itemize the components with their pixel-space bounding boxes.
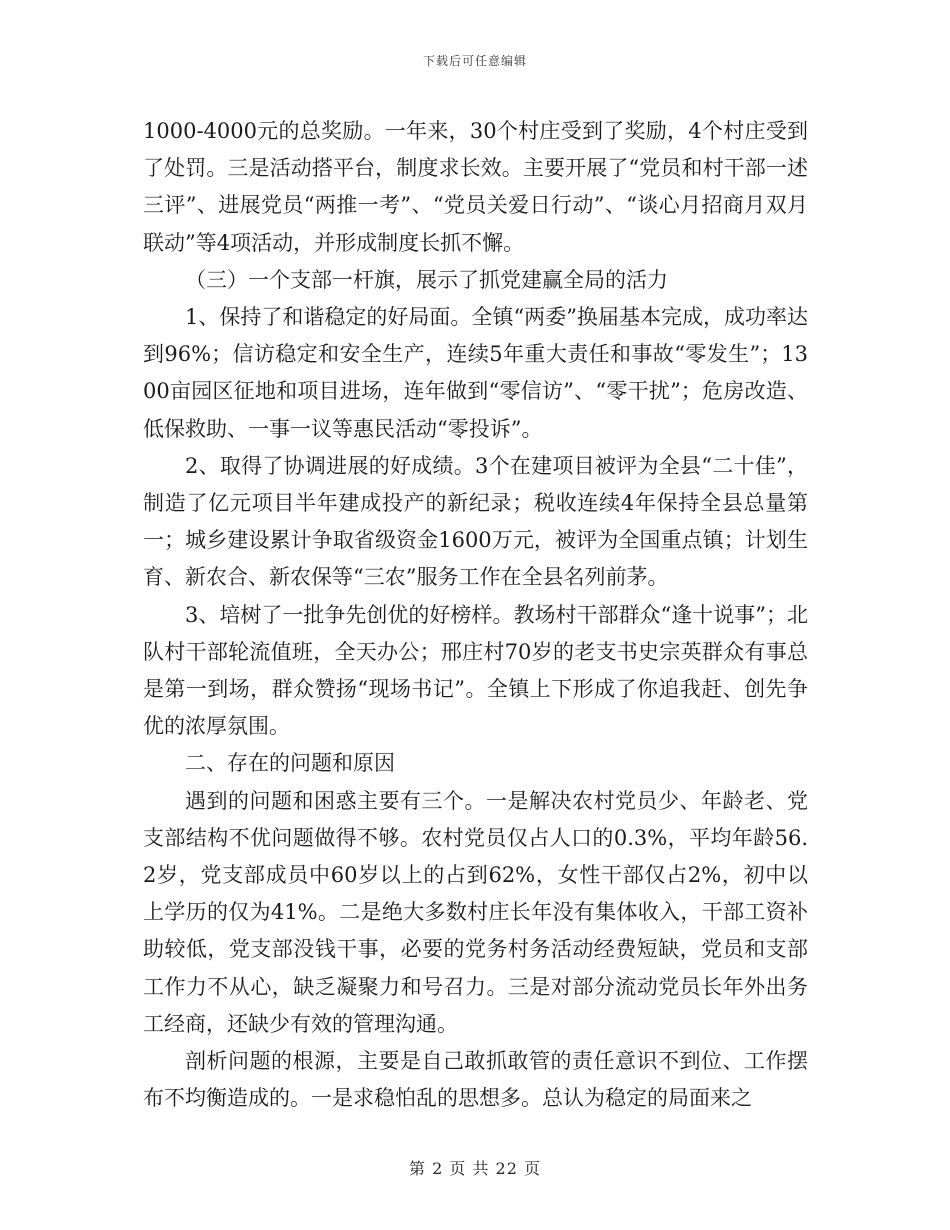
- section-heading-3: （三）一个支部一杆旗，展示了抓党建赢全局的活力: [185, 267, 668, 292]
- section-heading-problems: 二、存在的问题和原因: [185, 751, 395, 776]
- paragraph-item-2: 2、取得了协调进展的好成绩。3个在建项目被评为全县“二十佳”，制造了亿元项目半年建成投产的新纪录；税收连续4年保持全县总量第一；城乡建设累计争取省级资金1600万元，被评为全国重点镇；计划生育、新农合、新农保等“三农”服务工作在全县名列前茅。: [143, 453, 808, 590]
- page-footer: 第 2 页 共 22 页: [409, 1159, 541, 1178]
- paragraph-problems: 遇到的问题和困惑主要有三个。一是解决农村党员少、年龄老、党支部结构不优问题做得不够。农村党员仅占人口的0.3%，平均年龄56.2岁，党支部成员中60岁以上的占到62%，女性干部仅占2%，初中以上学历的仅为41%。二是绝大多数村庄长年没有集体收入，干部工资补助较低，党支部没钱干事，必要的党务村务活动经费短缺，党员和支部工作力不从心，缺乏凝聚力和号召力。三是对部分流动党员长年外出务工经商，还缺少有效的管理沟通。: [143, 788, 808, 1036]
- paragraph-continuation: 1000-4000元的总奖励。一年来，30个村庄受到了奖励，4个村庄受到了处罚。三是活动搭平台，制度求长效。主要开展了“党员和村干部一述三评”、进展党员“两推一考”、“党员关爱日行动”、“谈心月招商月双月联动”等4项活动，并形成制度长抓不懈。: [143, 119, 808, 255]
- paragraph-item-3: 3、培树了一批争先创优的好榜样。教场村干部群众“逢十说事”；北队村干部轮流值班，全天办公；邢庄村70岁的老支书史宗英群众有事总是第一到场，群众赞扬“现场书记”。全镇上下形成了你追我赶、创先争优的浓厚氛围。: [143, 602, 808, 739]
- page-header: 下载后可任意编辑: [422, 54, 527, 68]
- paragraph-root-causes: 剖析问题的根源，主要是自己敢抓敢管的责任意识不到位、工作摆布不均衡造成的。一是求稳怕乱的思想多。总认为稳定的局面来之: [143, 1049, 808, 1111]
- document-body: [143, 113, 808, 1117]
- paragraph-item-1: 1、保持了和谐稳定的好局面。全镇“两委”换届基本完成，成功率达到96%；信访稳定和安全生产，连续5年重大责任和事故“零发生”；1300亩园区征地和项目进场，连年做到“零信访”、“零干扰”；危房改造、低保救助、一事一议等惠民活动“零投诉”。: [143, 305, 808, 441]
